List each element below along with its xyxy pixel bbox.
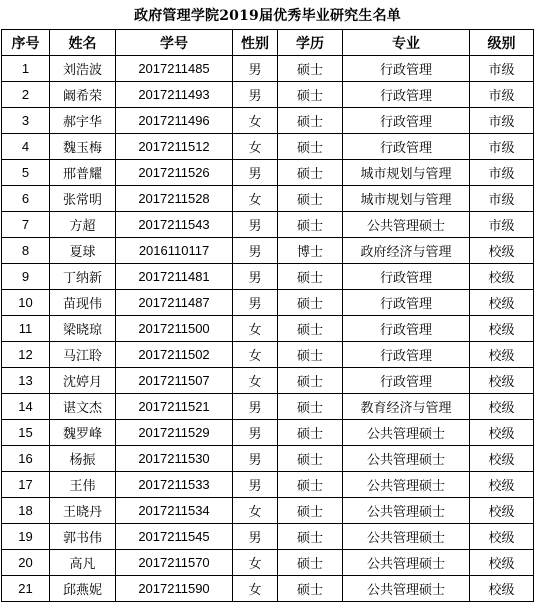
cell-seq[interactable]: 5	[2, 160, 50, 186]
cell-major[interactable]: 行政管理	[343, 264, 470, 290]
cell-seq[interactable]: 10	[2, 290, 50, 316]
cell-degree[interactable]: 硕士	[278, 524, 343, 550]
cell-major[interactable]: 教育经济与管理	[343, 394, 470, 420]
cell-major[interactable]: 公共管理硕士	[343, 472, 470, 498]
cell-gender[interactable]: 男	[233, 160, 278, 186]
cell-level[interactable]: 市级	[470, 82, 534, 108]
cell-gender[interactable]: 男	[233, 212, 278, 238]
cell-seq[interactable]: 16	[2, 446, 50, 472]
cell-level[interactable]: 校级	[470, 394, 534, 420]
cell-level[interactable]: 校级	[470, 290, 534, 316]
table-row	[2, 238, 534, 264]
cell-gender[interactable]: 女	[233, 498, 278, 524]
cell-name[interactable]: 张常明	[50, 186, 116, 212]
table-row	[2, 368, 534, 394]
cell-level[interactable]: 校级	[470, 524, 534, 550]
cell-gender[interactable]: 男	[233, 238, 278, 264]
cell-degree[interactable]: 硕士	[278, 82, 343, 108]
cell-name[interactable]: 沈婷月	[50, 368, 116, 394]
cell-major[interactable]: 行政管理	[343, 82, 470, 108]
cell-degree[interactable]: 硕士	[278, 446, 343, 472]
cell-major[interactable]: 公共管理硕士	[343, 498, 470, 524]
cell-student-id[interactable]: 2017211485	[116, 56, 233, 82]
cell-major[interactable]: 城市规划与管理	[343, 186, 470, 212]
cell-gender[interactable]: 女	[233, 134, 278, 160]
cell-seq[interactable]: 2	[2, 82, 50, 108]
header-level[interactable]: 级别	[470, 30, 534, 56]
table-row	[2, 82, 534, 108]
cell-student-id[interactable]: 2017211528	[116, 186, 233, 212]
cell-student-id[interactable]: 2017211512	[116, 134, 233, 160]
cell-name[interactable]: 阚希荣	[50, 82, 116, 108]
cell-degree[interactable]: 硕士	[278, 498, 343, 524]
cell-student-id[interactable]: 2017211487	[116, 290, 233, 316]
cell-student-id[interactable]: 2017211530	[116, 446, 233, 472]
cell-student-id[interactable]: 2017211534	[116, 498, 233, 524]
cell-name[interactable]: 高凡	[50, 550, 116, 576]
cell-level[interactable]: 市级	[470, 160, 534, 186]
cell-major[interactable]: 城市规划与管理	[343, 160, 470, 186]
cell-degree[interactable]: 硕士	[278, 56, 343, 82]
cell-gender[interactable]: 男	[233, 524, 278, 550]
cell-major[interactable]: 公共管理硕士	[343, 420, 470, 446]
cell-gender[interactable]: 女	[233, 576, 278, 602]
cell-seq[interactable]: 7	[2, 212, 50, 238]
cell-student-id[interactable]: 2017211545	[116, 524, 233, 550]
cell-degree[interactable]: 硕士	[278, 108, 343, 134]
cell-major[interactable]: 行政管理	[343, 108, 470, 134]
cell-major[interactable]: 政府经济与管理	[343, 238, 470, 264]
cell-degree[interactable]: 硕士	[278, 550, 343, 576]
cell-name[interactable]: 杨振	[50, 446, 116, 472]
cell-name[interactable]: 邱燕妮	[50, 576, 116, 602]
cell-seq[interactable]: 9	[2, 264, 50, 290]
cell-degree[interactable]: 硕士	[278, 212, 343, 238]
cell-name[interactable]: 王晓丹	[50, 498, 116, 524]
cell-level[interactable]: 市级	[470, 212, 534, 238]
cell-seq[interactable]: 17	[2, 472, 50, 498]
cell-name[interactable]: 王伟	[50, 472, 116, 498]
cell-seq[interactable]: 11	[2, 316, 50, 342]
cell-level[interactable]: 校级	[470, 446, 534, 472]
table-row	[2, 212, 534, 238]
cell-level[interactable]: 校级	[470, 498, 534, 524]
cell-seq[interactable]: 4	[2, 134, 50, 160]
cell-level[interactable]: 市级	[470, 108, 534, 134]
cell-degree[interactable]: 硕士	[278, 186, 343, 212]
cell-level[interactable]: 市级	[470, 56, 534, 82]
header-degree[interactable]: 学历	[278, 30, 343, 56]
cell-degree[interactable]: 博士	[278, 238, 343, 264]
table-row	[2, 108, 534, 134]
cell-seq[interactable]: 20	[2, 550, 50, 576]
cell-name[interactable]: 郭书伟	[50, 524, 116, 550]
cell-seq[interactable]: 21	[2, 576, 50, 602]
cell-name[interactable]: 魏罗峰	[50, 420, 116, 446]
cell-degree[interactable]: 硕士	[278, 472, 343, 498]
cell-seq[interactable]: 1	[2, 56, 50, 82]
cell-major[interactable]: 行政管理	[343, 290, 470, 316]
cell-gender[interactable]: 女	[233, 316, 278, 342]
table-row	[2, 134, 534, 160]
cell-name[interactable]: 邢普耀	[50, 160, 116, 186]
cell-level[interactable]: 校级	[470, 472, 534, 498]
cell-student-id[interactable]: 2017211543	[116, 212, 233, 238]
cell-seq[interactable]: 6	[2, 186, 50, 212]
cell-degree[interactable]: 硕士	[278, 368, 343, 394]
table-row	[2, 316, 534, 342]
cell-level[interactable]: 市级	[470, 186, 534, 212]
cell-seq[interactable]: 3	[2, 108, 50, 134]
table-row	[2, 576, 534, 602]
cell-level[interactable]: 校级	[470, 342, 534, 368]
cell-level[interactable]: 校级	[470, 238, 534, 264]
cell-degree[interactable]: 硕士	[278, 264, 343, 290]
table-row	[2, 498, 534, 524]
cell-name[interactable]: 魏玉梅	[50, 134, 116, 160]
cell-student-id[interactable]: 2017211502	[116, 342, 233, 368]
table-row	[2, 420, 534, 446]
document-title: 政府管理学院2019届优秀毕业研究生名单	[134, 7, 401, 24]
cell-student-id[interactable]: 2017211570	[116, 550, 233, 576]
cell-name[interactable]: 方超	[50, 212, 116, 238]
cell-degree[interactable]: 硕士	[278, 134, 343, 160]
cell-student-id[interactable]: 2017211526	[116, 160, 233, 186]
cell-student-id[interactable]: 2017211521	[116, 394, 233, 420]
cell-gender[interactable]: 女	[233, 108, 278, 134]
table-row	[2, 56, 534, 82]
cell-student-id[interactable]: 2017211493	[116, 82, 233, 108]
table-row	[2, 472, 534, 498]
header-major[interactable]: 专业	[343, 30, 470, 56]
cell-degree[interactable]: 硕士	[278, 342, 343, 368]
cell-gender[interactable]: 男	[233, 82, 278, 108]
cell-major[interactable]: 行政管理	[343, 316, 470, 342]
cell-name[interactable]: 丁纳新	[50, 264, 116, 290]
table-row	[2, 342, 534, 368]
cell-student-id[interactable]: 2017211507	[116, 368, 233, 394]
cell-name[interactable]: 苗现伟	[50, 290, 116, 316]
header-seq[interactable]: 序号	[2, 30, 50, 56]
header-name[interactable]: 姓名	[50, 30, 116, 56]
cell-degree[interactable]: 硕士	[278, 420, 343, 446]
cell-major[interactable]: 公共管理硕士	[343, 446, 470, 472]
cell-gender[interactable]: 男	[233, 56, 278, 82]
cell-gender[interactable]: 女	[233, 368, 278, 394]
cell-student-id[interactable]: 2017211500	[116, 316, 233, 342]
cell-seq[interactable]: 8	[2, 238, 50, 264]
cell-seq[interactable]: 12	[2, 342, 50, 368]
cell-degree[interactable]: 硕士	[278, 316, 343, 342]
cell-degree[interactable]: 硕士	[278, 290, 343, 316]
cell-level[interactable]: 校级	[470, 368, 534, 394]
cell-seq[interactable]: 18	[2, 498, 50, 524]
cell-major[interactable]: 行政管理	[343, 134, 470, 160]
table-row	[2, 290, 534, 316]
cell-level[interactable]: 市级	[470, 134, 534, 160]
cell-name[interactable]: 马江聆	[50, 342, 116, 368]
table-row	[2, 550, 534, 576]
cell-student-id[interactable]: 2016110117	[116, 238, 233, 264]
cell-student-id[interactable]: 2017211533	[116, 472, 233, 498]
cell-seq[interactable]: 13	[2, 368, 50, 394]
cell-student-id[interactable]: 2017211496	[116, 108, 233, 134]
cell-major[interactable]: 公共管理硕士	[343, 524, 470, 550]
cell-level[interactable]: 校级	[470, 316, 534, 342]
cell-gender[interactable]: 女	[233, 342, 278, 368]
table-row	[2, 160, 534, 186]
cell-major[interactable]: 公共管理硕士	[343, 212, 470, 238]
cell-name[interactable]: 谌文杰	[50, 394, 116, 420]
cell-student-id[interactable]: 2017211481	[116, 264, 233, 290]
cell-name[interactable]: 夏球	[50, 238, 116, 264]
graduate-list-table	[1, 29, 534, 602]
cell-level[interactable]: 校级	[470, 264, 534, 290]
cell-degree[interactable]: 硕士	[278, 160, 343, 186]
cell-level[interactable]: 校级	[470, 420, 534, 446]
cell-major[interactable]: 行政管理	[343, 342, 470, 368]
table-row	[2, 394, 534, 420]
header-gender[interactable]: 性别	[233, 30, 278, 56]
cell-gender[interactable]: 男	[233, 290, 278, 316]
cell-major[interactable]: 行政管理	[343, 56, 470, 82]
cell-seq[interactable]: 19	[2, 524, 50, 550]
cell-seq[interactable]: 15	[2, 420, 50, 446]
cell-name[interactable]: 刘浩波	[50, 56, 116, 82]
cell-gender[interactable]: 男	[233, 264, 278, 290]
cell-gender[interactable]: 男	[233, 420, 278, 446]
cell-degree[interactable]: 硕士	[278, 394, 343, 420]
cell-gender[interactable]: 女	[233, 550, 278, 576]
cell-major[interactable]: 公共管理硕士	[343, 576, 470, 602]
table-row	[2, 446, 534, 472]
cell-major[interactable]: 行政管理	[343, 368, 470, 394]
table-row	[2, 524, 534, 550]
cell-level[interactable]: 校级	[470, 550, 534, 576]
table-row	[2, 186, 534, 212]
cell-gender[interactable]: 男	[233, 446, 278, 472]
cell-major[interactable]: 公共管理硕士	[343, 550, 470, 576]
cell-degree[interactable]: 硕士	[278, 576, 343, 602]
cell-gender[interactable]: 男	[233, 472, 278, 498]
cell-seq[interactable]: 14	[2, 394, 50, 420]
cell-level[interactable]: 校级	[470, 576, 534, 602]
cell-name[interactable]: 梁晓琼	[50, 316, 116, 342]
cell-student-id[interactable]: 2017211529	[116, 420, 233, 446]
cell-gender[interactable]: 男	[233, 394, 278, 420]
cell-name[interactable]: 郝宇华	[50, 108, 116, 134]
header-student-id[interactable]: 学号	[116, 30, 233, 56]
cell-gender[interactable]: 女	[233, 186, 278, 212]
cell-student-id[interactable]: 2017211590	[116, 576, 233, 602]
header-row	[2, 30, 534, 56]
table-row	[2, 264, 534, 290]
